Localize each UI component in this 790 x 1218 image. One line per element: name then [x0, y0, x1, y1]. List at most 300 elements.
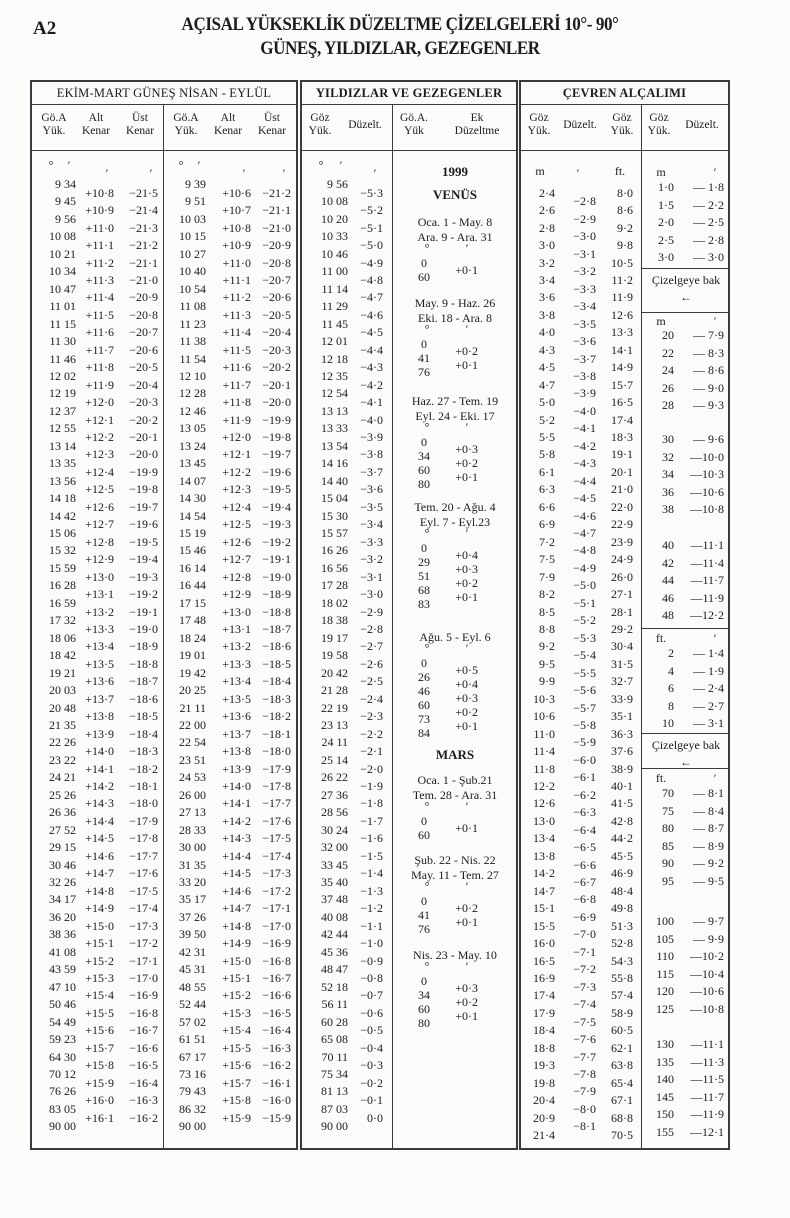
altitude-cell: 23 51 [179, 752, 206, 767]
planet-altitude-cell: 0 [421, 541, 427, 555]
upper-limb-corr-cell: −18·3 [129, 744, 158, 759]
altitude-cell: 50 46 [49, 997, 76, 1012]
upper-limb-corr-cell: −17·0 [262, 918, 291, 933]
eye-height-ft-cell: 63·8 [611, 1058, 633, 1073]
dip-corr-cell: −5·3 [573, 630, 596, 645]
upper-limb-corr-cell: −20·4 [262, 325, 291, 340]
altitude-cell: 28 33 [179, 822, 206, 837]
altitude-cell: 24 53 [179, 770, 206, 785]
dip-corr-cell: −3·3 [573, 281, 596, 296]
dip-corr-cell: −6·3 [573, 805, 596, 820]
eye-height-ft-cell: 10·5 [611, 255, 633, 270]
col-header-eye-height-ft: Göz Yük. [610, 112, 634, 137]
star-altitude-cell: 14 40 [321, 473, 348, 488]
unit-label: m [656, 165, 666, 179]
lower-limb-corr-cell: +10·6 [222, 185, 251, 200]
eye-height-ft-cell: 33·9 [611, 691, 633, 706]
eye-height-ft-cell: 14·9 [611, 360, 633, 375]
eye-height-ft-cell: 40·1 [611, 779, 633, 794]
eye-height-ft-cell: 37·6 [611, 744, 633, 759]
dip-corr-cell: −3·8 [573, 368, 596, 383]
planet-corr-cell: +0·1 [455, 470, 478, 484]
altitude-cell: 22 54 [179, 735, 206, 750]
star-corr-cell: −2·6 [360, 656, 383, 671]
dip-corr-cell: −3·2 [573, 264, 596, 279]
dip-corr-cell: —10·6 [690, 984, 724, 999]
page-subtitle: GÜNEŞ, YILDIZLAR, GEZEGENLER [260, 38, 540, 59]
upper-limb-corr-cell: −18·8 [262, 604, 291, 619]
eye-height-m-cell: 19·8 [533, 1075, 555, 1090]
dip-corr-cell: — 2·8 [693, 232, 724, 247]
eye-height-m-cell: 11·8 [533, 761, 555, 776]
divider [300, 150, 518, 151]
lower-limb-corr-cell: +13·0 [85, 569, 114, 584]
degree-unit: ° [424, 420, 430, 434]
lower-limb-corr-cell: +11·4 [222, 325, 251, 340]
upper-limb-corr-cell: −21·1 [262, 203, 291, 218]
star-corr-cell: −0·1 [360, 1093, 383, 1108]
eye-height-cell: 115 [656, 966, 674, 981]
eye-height-cell: 3·0 [658, 250, 674, 265]
planet-altitude-cell: 0 [421, 656, 427, 670]
star-altitude-cell: 40 08 [321, 909, 348, 924]
altitude-cell: 15 32 [49, 543, 76, 558]
star-altitude-cell: 11 29 [321, 299, 348, 314]
upper-limb-corr-cell: −16·3 [129, 1093, 158, 1108]
star-altitude-cell: 19 58 [321, 648, 348, 663]
dip-corr-cell: −4·6 [573, 508, 596, 523]
dip-corr-cell: −4·5 [573, 491, 596, 506]
date-range: Oca. 1 - Şub.21 [417, 773, 493, 787]
star-altitude-cell: 90 00 [321, 1119, 348, 1134]
eye-height-cell: 32 [662, 449, 674, 464]
planet-corr-cell: +0·1 [455, 1009, 478, 1023]
altitude-cell: 19 21 [49, 665, 76, 680]
star-altitude-cell: 70 11 [321, 1049, 348, 1064]
altitude-cell: 45 31 [179, 962, 206, 977]
date-range: Nis. 23 - May. 10 [413, 948, 497, 962]
eye-height-cell: 140 [656, 1072, 674, 1087]
star-corr-cell: −0·2 [360, 1075, 383, 1090]
altitude-cell: 90 00 [179, 1119, 206, 1134]
altitude-cell: 17 32 [49, 613, 76, 628]
altitude-cell: 31 35 [179, 857, 206, 872]
altitude-cell: 14 18 [49, 491, 76, 506]
star-corr-cell: −1·7 [360, 813, 383, 828]
planet-altitude-cell: 68 [418, 583, 430, 597]
eye-height-cell: 4 [668, 663, 674, 678]
planet-year: 1999 [442, 164, 468, 179]
dip-corr-cell: — 1·8 [693, 180, 724, 194]
altitude-cell: 11 30 [49, 334, 76, 349]
eye-height-m-cell: 3·0 [539, 238, 555, 253]
eye-height-m-cell: 11·0 [533, 726, 555, 741]
degree-unit: ° [424, 641, 430, 655]
dip-corr-cell: −7·9 [573, 1084, 596, 1099]
altitude-cell: 12 37 [49, 403, 76, 418]
upper-limb-corr-cell: −21·3 [129, 220, 158, 235]
upper-limb-corr-cell: −18·2 [129, 761, 158, 776]
star-corr-cell: −3·1 [360, 569, 383, 584]
eye-height-ft-cell: 15·7 [611, 377, 633, 392]
altitude-cell: 12 28 [179, 386, 206, 401]
dip-corr-cell: — 1·9 [693, 663, 724, 678]
dip-corr-cell: —11·4 [690, 555, 724, 570]
minute-unit: ′ [339, 158, 343, 172]
eye-height-ft-cell: 11·2 [611, 272, 633, 287]
stars-header: YILDIZLAR VE GEZEGENLER [315, 86, 503, 100]
upper-limb-corr-cell: −17·9 [129, 813, 158, 828]
altitude-cell: 11 38 [179, 334, 206, 349]
star-corr-cell: −1·1 [360, 918, 383, 933]
upper-limb-corr-cell: −20·5 [262, 307, 291, 322]
eye-height-ft-cell: 12·6 [611, 307, 633, 322]
eye-height-m-cell: 8·8 [539, 621, 555, 636]
lower-limb-corr-cell: +12·0 [85, 395, 114, 410]
eye-height-m-cell: 12·6 [533, 796, 555, 811]
minute-unit: ′ [713, 314, 717, 328]
dip-corr-cell: −5·2 [573, 613, 596, 628]
altitude-cell: 24 21 [49, 770, 76, 785]
eye-height-m-cell: 4·0 [539, 325, 555, 340]
altitude-cell: 17 48 [179, 613, 206, 628]
eye-height-ft-cell: 19·1 [611, 447, 633, 462]
dip-corr-cell: −5·6 [573, 683, 596, 698]
eye-height-ft-cell: 52·8 [611, 936, 633, 951]
eye-height-cell: 22 [662, 345, 674, 360]
dip-corr-cell: — 8·1 [693, 786, 724, 800]
altitude-cell: 22 00 [179, 717, 206, 732]
lower-limb-corr-cell: +14·5 [85, 831, 114, 846]
altitude-cell: 14 42 [49, 508, 76, 523]
eye-height-ft-cell: 22·9 [611, 517, 633, 532]
altitude-cell: 9 39 [185, 177, 206, 191]
altitude-cell: 9 51 [185, 194, 206, 209]
upper-limb-corr-cell: −17·6 [262, 813, 291, 828]
lower-limb-corr-cell: +15·1 [85, 936, 114, 951]
lower-limb-corr-cell: +14·9 [222, 936, 251, 951]
planet-name: VENÜS [432, 187, 478, 202]
upper-limb-corr-cell: −19·1 [262, 552, 291, 567]
degree-unit: ° [424, 526, 430, 540]
star-altitude-cell: 18 02 [321, 595, 348, 610]
eye-height-m-cell: 7·9 [539, 569, 555, 584]
date-range: Oca. 1 - May. 8 [417, 215, 493, 229]
lower-limb-corr-cell: +11·4 [85, 290, 114, 305]
altitude-cell: 12 55 [49, 421, 76, 436]
col-header-eye-height-m: Göz Yük. [527, 112, 551, 137]
dip-corr-cell: —10·8 [690, 1002, 724, 1016]
dip-corr-cell: —11·9 [690, 1107, 724, 1122]
eye-height-m-cell: 17·9 [533, 1005, 555, 1020]
star-altitude-cell: 23 13 [321, 717, 348, 732]
eye-height-m-cell: 6·3 [539, 482, 555, 497]
lower-limb-corr-cell: +13·9 [85, 726, 114, 741]
eye-height-ft-cell: 22·0 [611, 499, 633, 514]
altitude-cell: 9 34 [55, 177, 76, 191]
lower-limb-corr-cell: +15·5 [85, 1005, 114, 1020]
eye-height-ft-cell: 16·5 [611, 395, 633, 410]
dip-corr-cell: −5·5 [573, 665, 596, 680]
upper-limb-corr-cell: −19·9 [129, 464, 158, 479]
star-corr-cell: −2·0 [360, 761, 383, 776]
col-header-alt: Göz Yük. [308, 112, 332, 137]
date-range: May. 9 - Haz. 26 [414, 296, 496, 310]
eye-height-cell: 8 [668, 698, 674, 713]
lower-limb-corr-cell: +12·6 [222, 534, 251, 549]
divider [30, 150, 298, 151]
star-altitude-cell: 13 54 [321, 438, 348, 453]
eye-height-m-cell: 11·4 [533, 744, 555, 759]
upper-limb-corr-cell: −17·5 [129, 883, 158, 898]
upper-limb-corr-cell: −19·0 [129, 621, 158, 636]
dip-corr-cell: —11·1 [690, 1037, 724, 1051]
eye-height-m-cell: 8·5 [539, 604, 555, 619]
planet-corr-cell: +0·2 [455, 344, 478, 358]
star-altitude-cell: 11 45 [321, 316, 348, 331]
eye-height-ft-cell: 18·3 [611, 430, 633, 445]
upper-limb-corr-cell: −18·1 [129, 779, 158, 794]
minute-unit: ′ [465, 241, 469, 255]
star-corr-cell: −0·4 [360, 1040, 383, 1055]
upper-limb-corr-cell: −19·6 [262, 464, 291, 479]
dip-corr-cell: −5·7 [573, 700, 596, 715]
col-header-dip-corr: Düzelt. [563, 119, 597, 131]
eye-height-ft-cell: 51·3 [611, 918, 633, 933]
lower-limb-corr-cell: +12·8 [85, 534, 114, 549]
lower-limb-corr-cell: +14·8 [222, 918, 251, 933]
eye-height-cell: 34 [662, 467, 674, 482]
lower-limb-corr-cell: +12·1 [222, 447, 251, 462]
lower-limb-corr-cell: +13·5 [222, 691, 251, 706]
planet-altitude-cell: 0 [421, 337, 427, 351]
eye-height-m-cell: 18·4 [533, 1023, 555, 1038]
upper-limb-corr-cell: −21·0 [262, 220, 291, 235]
planet-altitude-cell: 0 [421, 814, 427, 828]
altitude-cell: 12 10 [179, 368, 206, 383]
unit-label: ft. [655, 631, 667, 645]
dip-corr-cell: −4·2 [573, 438, 596, 453]
divider [641, 104, 642, 1150]
lower-limb-corr-cell: +14·1 [222, 796, 251, 811]
lower-limb-corr-cell: +14·7 [85, 866, 114, 881]
lower-limb-corr-cell: +11·5 [85, 307, 114, 322]
lower-limb-corr-cell: +11·7 [85, 342, 114, 357]
eye-height-ft-cell: 8·6 [617, 203, 633, 218]
star-corr-cell: −1·5 [360, 848, 383, 863]
col-header-alt: Gö.A Yük. [173, 112, 199, 137]
lower-limb-corr-cell: +12·5 [222, 517, 251, 532]
eye-height-ft-cell: 27·1 [611, 587, 633, 602]
planet-altitude-cell: 41 [418, 908, 430, 922]
altitude-cell: 42 31 [179, 944, 206, 959]
eye-height-ft-cell: 17·4 [611, 412, 633, 427]
star-corr-cell: −2·4 [360, 691, 383, 706]
eye-height-m-cell: 6·9 [539, 517, 555, 532]
eye-height-m-cell: 13·0 [533, 813, 555, 828]
minute-unit: ′ [465, 322, 469, 336]
upper-limb-corr-cell: −17·9 [262, 761, 291, 776]
altitude-cell: 70 12 [49, 1066, 76, 1081]
altitude-cell: 14 30 [179, 491, 206, 506]
altitude-cell: 13 35 [49, 456, 76, 471]
eye-height-m-cell: 16·0 [533, 936, 555, 951]
star-corr-cell: −0·7 [360, 988, 383, 1003]
dip-corr-cell: — 9·7 [693, 914, 724, 928]
eye-height-m-cell: 20·4 [533, 1093, 555, 1108]
upper-limb-corr-cell: −18·6 [262, 639, 291, 654]
dip-corr-cell: —12·1 [690, 1125, 724, 1139]
eye-height-ft-cell: 32·7 [611, 674, 633, 689]
lower-limb-corr-cell: +12·7 [222, 552, 251, 567]
upper-limb-corr-cell: −18·4 [262, 674, 291, 689]
altitude-cell: 47 10 [49, 979, 76, 994]
date-range: Şub. 22 - Nis. 22 [414, 853, 496, 867]
eye-height-ft-cell: 8·0 [617, 185, 633, 200]
upper-limb-corr-cell: −18·0 [129, 796, 158, 811]
star-altitude-cell: 19 17 [321, 630, 348, 645]
eye-height-ft-cell: 20·1 [611, 464, 633, 479]
star-altitude-cell: 42 44 [321, 927, 348, 942]
eye-height-cell: 110 [656, 949, 674, 964]
altitude-cell: 13 56 [49, 473, 76, 488]
planet-altitude-cell: 60 [418, 698, 430, 712]
planet-corr-cell: +0·1 [455, 263, 478, 277]
feet-unit: ft. [614, 164, 626, 178]
planet-corr-cell: +0·3 [455, 562, 478, 576]
eye-height-m-cell: 6·1 [539, 464, 555, 479]
lower-limb-corr-cell: +14·1 [85, 761, 114, 776]
upper-limb-corr-cell: −20·1 [129, 430, 158, 445]
lower-limb-corr-cell: +13·7 [85, 691, 114, 706]
upper-limb-corr-cell: −19·8 [129, 482, 158, 497]
dip-corr-cell: −7·5 [573, 1014, 596, 1029]
upper-limb-corr-cell: −16·4 [129, 1075, 158, 1090]
eye-height-cell: 2·5 [658, 232, 674, 247]
dip-corr-cell: −5·4 [573, 648, 596, 663]
star-corr-cell: −3·0 [360, 587, 383, 602]
upper-limb-corr-cell: −17·2 [129, 936, 158, 951]
altitude-cell: 10 03 [179, 211, 206, 226]
eye-height-ft-cell: 60·5 [611, 1023, 633, 1038]
altitude-cell: 10 47 [49, 281, 76, 296]
lower-limb-corr-cell: +13·8 [222, 744, 251, 759]
upper-limb-corr-cell: −17·1 [129, 953, 158, 968]
star-altitude-cell: 27 36 [321, 787, 348, 802]
eye-height-m-cell: 10·3 [533, 691, 555, 706]
eye-height-ft-cell: 58·9 [611, 1005, 633, 1020]
star-corr-cell: −3·8 [360, 447, 383, 462]
dip-corr-cell: −3·9 [573, 386, 596, 401]
metre-unit: m [535, 164, 545, 178]
eye-height-ft-cell: 24·9 [611, 552, 633, 567]
altitude-cell: 26 36 [49, 805, 76, 820]
star-altitude-cell: 75 34 [321, 1066, 348, 1081]
upper-limb-corr-cell: −19·1 [129, 604, 158, 619]
degree-unit: ° [424, 879, 430, 893]
degree-unit: ° [424, 959, 430, 973]
star-corr-cell: −4·7 [360, 290, 383, 305]
planet-corr-cell: +0·2 [455, 995, 478, 1009]
dip-corr-cell: — 2·2 [693, 197, 724, 212]
altitude-cell: 52 44 [179, 997, 206, 1012]
dip-corr-cell: −6·7 [573, 875, 596, 889]
upper-limb-corr-cell: −18·4 [129, 726, 158, 741]
star-altitude-cell: 52 18 [321, 979, 348, 994]
upper-limb-corr-cell: −16·1 [262, 1075, 291, 1090]
sun-header: EKİM-MART GÜNEŞ NİSAN - EYLÜL [56, 86, 272, 100]
planet-altitude-cell: 26 [418, 670, 430, 684]
col-header-planet-alt: Gö.A. Yük [399, 112, 429, 137]
eye-height-cell: 1·5 [658, 197, 674, 212]
eye-height-cell: 46 [662, 590, 674, 605]
dip-corr-cell: — 9·5 [693, 874, 724, 888]
col-header-alt: Gö.A Yük. [41, 112, 67, 137]
lower-limb-corr-cell: +13·3 [85, 621, 114, 636]
date-range: Ağu. 5 - Eyl. 6 [419, 630, 491, 644]
lower-limb-corr-cell: +14·2 [222, 813, 251, 828]
lower-limb-corr-cell: +10·8 [222, 220, 251, 235]
lower-limb-corr-cell: +14·2 [85, 779, 114, 794]
planet-corr-cell: +0·3 [455, 691, 478, 705]
planet-altitude-cell: 84 [418, 726, 430, 740]
lower-limb-corr-cell: +11·1 [85, 238, 114, 253]
eye-height-m-cell: 14·7 [533, 883, 555, 898]
lower-limb-corr-cell: +10·9 [222, 238, 251, 253]
lower-limb-corr-cell: +15·4 [222, 1023, 251, 1038]
star-corr-cell: −1·6 [360, 831, 383, 846]
lower-limb-corr-cell: +12·9 [85, 552, 114, 567]
eye-height-ft-cell: 54·3 [611, 953, 633, 968]
planet-altitude-cell: 29 [418, 555, 430, 569]
minute-unit: ′ [713, 165, 717, 179]
lower-limb-corr-cell: +11·0 [222, 255, 251, 270]
lower-limb-corr-cell: +12·9 [222, 587, 251, 602]
eye-height-ft-cell: 29·2 [611, 621, 633, 636]
eye-height-m-cell: 7·2 [539, 534, 555, 549]
eye-height-m-cell: 13·8 [533, 848, 555, 863]
divider [300, 104, 518, 105]
dip-corr-cell: −7·4 [573, 997, 596, 1012]
upper-limb-corr-cell: −21·1 [129, 255, 158, 270]
lower-limb-corr-cell: +15·5 [222, 1040, 251, 1055]
dip-corr-cell: — 8·7 [693, 821, 724, 836]
upper-limb-corr-cell: −18·1 [262, 726, 291, 741]
upper-limb-corr-cell: −17·5 [262, 831, 291, 846]
minute-unit: ′ [242, 166, 246, 180]
altitude-cell: 21 35 [49, 717, 76, 732]
altitude-cell: 67 17 [179, 1049, 206, 1064]
eye-height-m-cell: 4·3 [539, 342, 555, 357]
lower-limb-corr-cell: +12·3 [85, 447, 114, 462]
dip-corr-cell: −4·7 [573, 526, 596, 540]
eye-height-ft-cell: 26·0 [611, 569, 633, 584]
eye-height-ft-cell: 9·8 [617, 238, 633, 253]
dip-corr-cell: −7·7 [573, 1049, 596, 1064]
star-altitude-cell: 10 08 [321, 194, 348, 209]
dip-corr-cell: — 3·1 [693, 716, 724, 731]
eye-height-ft-cell: 62·1 [611, 1040, 633, 1055]
lower-limb-corr-cell: +13·2 [85, 604, 114, 619]
planet-corr-cell: +0·1 [455, 358, 478, 372]
eye-height-ft-cell: 55·8 [611, 970, 633, 985]
lower-limb-corr-cell: +13·9 [222, 761, 251, 776]
star-altitude-cell: 17 28 [321, 578, 348, 593]
dip-corr-cell: −6·5 [573, 840, 596, 855]
upper-limb-corr-cell: −18·7 [262, 621, 291, 636]
upper-limb-corr-cell: −19·3 [129, 569, 158, 584]
eye-height-ft-cell: 23·9 [611, 534, 633, 549]
